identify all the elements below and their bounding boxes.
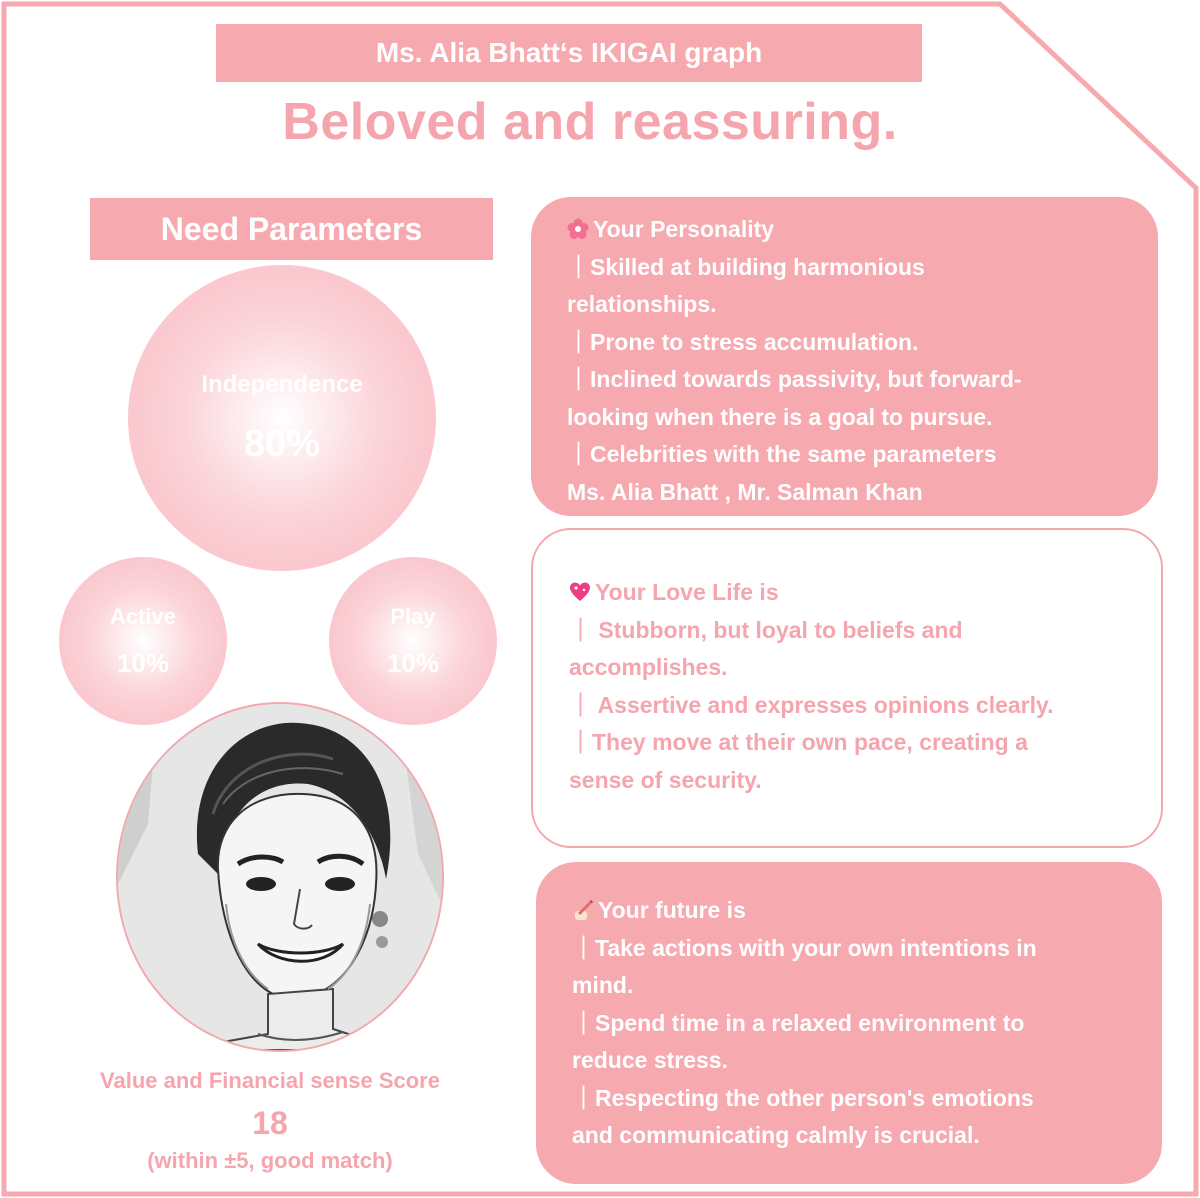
personality-line: relationships.	[567, 291, 717, 317]
portrait-image	[116, 702, 444, 1052]
future-line: mind.	[572, 972, 634, 998]
page-subtitle: Beloved and reassuring.	[282, 93, 898, 151]
need-parameters-heading-text: Need Parameters	[160, 210, 423, 247]
love-life-line: ｜ Assertive and expresses opinions clearly.	[569, 691, 1054, 718]
personality-line: Ms. Alia Bhatt , Mr. Salman Khan	[567, 478, 923, 505]
page-title	[216, 24, 922, 82]
need-parameters-heading	[90, 198, 493, 260]
future-line: ｜Respecting the other person's emotions	[572, 1084, 1034, 1111]
love-life-line: ｜ Stubborn, but loyal to beliefs and	[569, 616, 963, 643]
personality-line: ｜Skilled at building harmonious	[567, 253, 925, 280]
love-life-card	[531, 528, 1163, 848]
love-life-line: sense of security.	[569, 766, 762, 793]
sparkling-heart-icon	[569, 581, 591, 603]
personality-line: ｜Inclined towards passivity, but forward-	[567, 366, 1022, 392]
love-life-line: ｜They move at their own pace, creating a	[569, 729, 1028, 755]
future-line: ｜Spend time in a relaxed environment to	[572, 1009, 1025, 1036]
score-value: 18	[252, 1105, 288, 1141]
play-bubble	[329, 557, 497, 725]
future-heading	[572, 892, 1162, 930]
personality-card	[531, 197, 1158, 516]
personality-heading	[567, 211, 1158, 249]
future-card	[536, 862, 1162, 1184]
score-title: Value and Financial sense Score	[100, 1068, 440, 1093]
play-label: Play	[390, 603, 436, 629]
independence-value: 80%	[243, 422, 321, 465]
personality-heading-text: Your Personality	[593, 216, 775, 242]
independence-label: Independence	[201, 370, 363, 398]
personality-line: ｜Prone to stress accumulation.	[567, 328, 919, 355]
score-note: (within ±5, good match)	[147, 1148, 393, 1173]
page-title-text: Ms. Alia Bhatt‘s IKIGAI graph	[375, 37, 763, 68]
active-value: 10%	[116, 647, 170, 678]
future-heading-text: Your future is	[598, 897, 746, 923]
cherry-blossom-icon	[567, 218, 589, 240]
personality-line: looking when there is a goal to pursue.	[567, 403, 993, 430]
future-line: and communicating calmly is crucial.	[572, 1122, 980, 1148]
independence-bubble	[128, 265, 436, 571]
play-value: 10%	[386, 647, 440, 678]
love-life-line: accomplishes.	[569, 654, 728, 680]
future-line: ｜Take actions with your own intentions in	[572, 934, 1037, 961]
love-life-heading-text: Your Love Life is	[595, 579, 779, 605]
future-line: reduce stress.	[572, 1047, 728, 1073]
love-life-heading	[569, 574, 1161, 612]
personality-line: ｜Celebrities with the same parameters	[567, 441, 997, 467]
writing-hand-icon	[572, 899, 594, 921]
active-bubble	[59, 557, 227, 725]
active-label: Active	[109, 603, 177, 629]
